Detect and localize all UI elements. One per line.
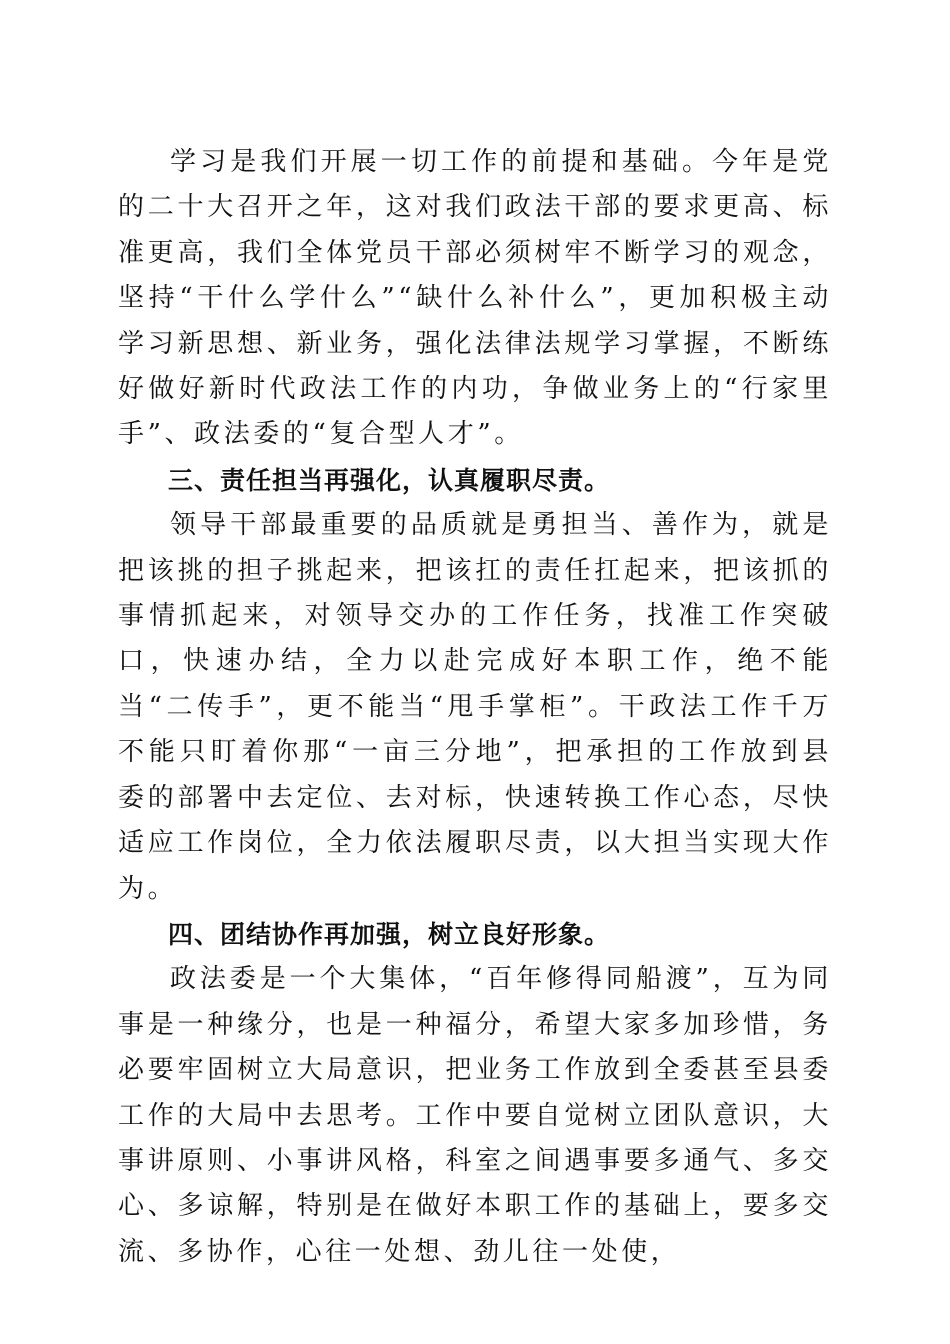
paragraph-responsibility: 领导干部最重要的品质就是勇担当、善作为，就是把该挑的担子挑起来，把该扛的责任扛起来，把该抓的事情抓起来，对领导交办的工作任务，找准工作突破口，快速办结，全力以赴完成好本职工作，绝不能当“二传手”，更不能当“甩手掌柜”。干政法工作千万不能只盯着你那“一亩三分地”，把承担的工作放到县委的部署中去定位、去对标，快速转换工作心态，尽快适应工作岗位，全力依法履职尽责，以大担当实现大作为。 [118,510,832,904]
paragraph-teamwork: 政法委是一个大集体，“百年修得同船渡”，互为同事是一种缘分，也是一种福分，希望大家多加珍惜，务必要牢固树立大局意识，把业务工作放到全委甚至县委工作的大局中去思考。工作中要自觉树立团队意识，大事讲原则、小事讲风格，科室之间遇事要多通气、多交心、多谅解，特别是在做好本职工作的基础上，要多交流、多协作，心往一处想、劲儿往一处使， [118,964,832,1267]
paragraph-study: 学习是我们开展一切工作的前提和基础。今年是党的二十大召开之年，这对我们政法干部的要求更高、标准更高，我们全体党员干部必须树牢不断学习的观念，坚持“干什么学什么”“缺什么补什么”，更加积极主动学习新思想、新业务，强化法律法规学习掌握，不断练好做好新时代政法工作的内功，争做业务上的“行家里手”、政法委的“复合型人才”。 [118,147,832,450]
section-heading-4: 四、团结协作再加强，树立良好形象。 [168,919,611,949]
section-heading-3: 三、责任担当再强化，认真履职尽责。 [168,465,611,495]
document-body [118,140,832,1275]
